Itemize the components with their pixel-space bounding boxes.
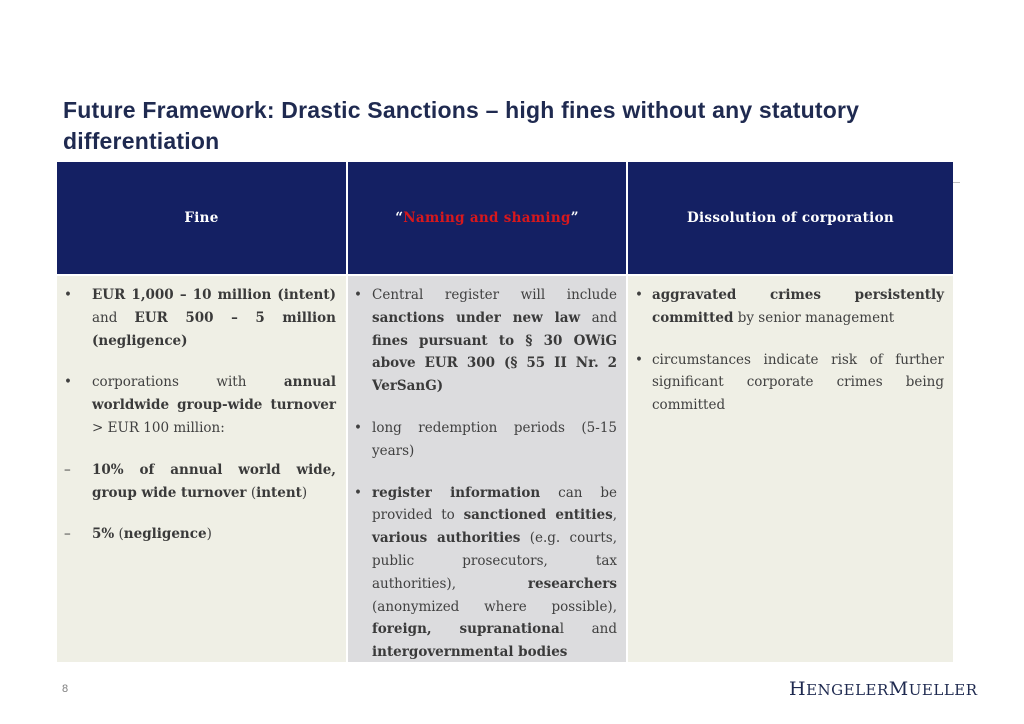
column-body-fine: [57, 276, 346, 662]
list-item: – 5% (negligence): [57, 523, 346, 546]
list-item: • corporations with annual worldwide group-wide turnover > EUR 100 million:: [57, 371, 346, 439]
list-item: • circumstances indicate risk of further significant corporate crimes being committed: [628, 349, 953, 417]
page-number: 8: [62, 683, 69, 695]
bullet-icon: •: [64, 374, 72, 391]
dash-icon: –: [64, 526, 71, 543]
list-item: • aggravated crimes persistently committed by senior management: [628, 284, 953, 330]
bullet-icon: •: [635, 287, 643, 303]
list-item: – 10% of annual world wide, group wide turnover (intent): [57, 459, 346, 505]
list-item: • Central register will include sanctions under new law and fines pursuant to § 30 OWiG above EUR 300 (§ 55 II Nr. 2 VerSanG): [348, 284, 626, 398]
quote-open: “: [395, 210, 404, 226]
list-item: • EUR 1,000 – 10 million (intent) and EUR 500 – 5 million (negligence): [57, 284, 346, 352]
column-header-dissolution: Dissolution of corporation: [628, 162, 953, 274]
list-item: • long redemption periods (5-15 years): [348, 417, 626, 463]
divider-tick: [952, 182, 960, 183]
bullet-icon: •: [354, 287, 362, 303]
bullet-icon: •: [354, 419, 362, 436]
column-header-naming: [348, 162, 626, 274]
column-body-naming: [348, 276, 626, 662]
column-body-dissolution: [628, 276, 953, 662]
bullet-icon: •: [64, 287, 72, 303]
naming-label: Naming and shaming: [403, 210, 571, 226]
list-item: • register information can be provided to sanctioned entities, various authorities (e.g. courts, public prosecutors, tax authorities), researchers (anonymized where possible), foreign, supranational and intergovernmental bodies: [348, 482, 626, 664]
column-header-fine: Fine: [57, 162, 346, 274]
dash-icon: –: [64, 461, 71, 478]
bullet-icon: •: [635, 351, 643, 368]
quote-close: ”: [570, 210, 579, 226]
sanctions-table: [57, 162, 953, 662]
hengeler-mueller-logo: HENGELERMUELLER: [789, 678, 978, 700]
slide-title: Future Framework: Drastic Sanctions – high fines without any statutory differentiation: [63, 97, 860, 154]
bullet-icon: •: [354, 484, 362, 501]
